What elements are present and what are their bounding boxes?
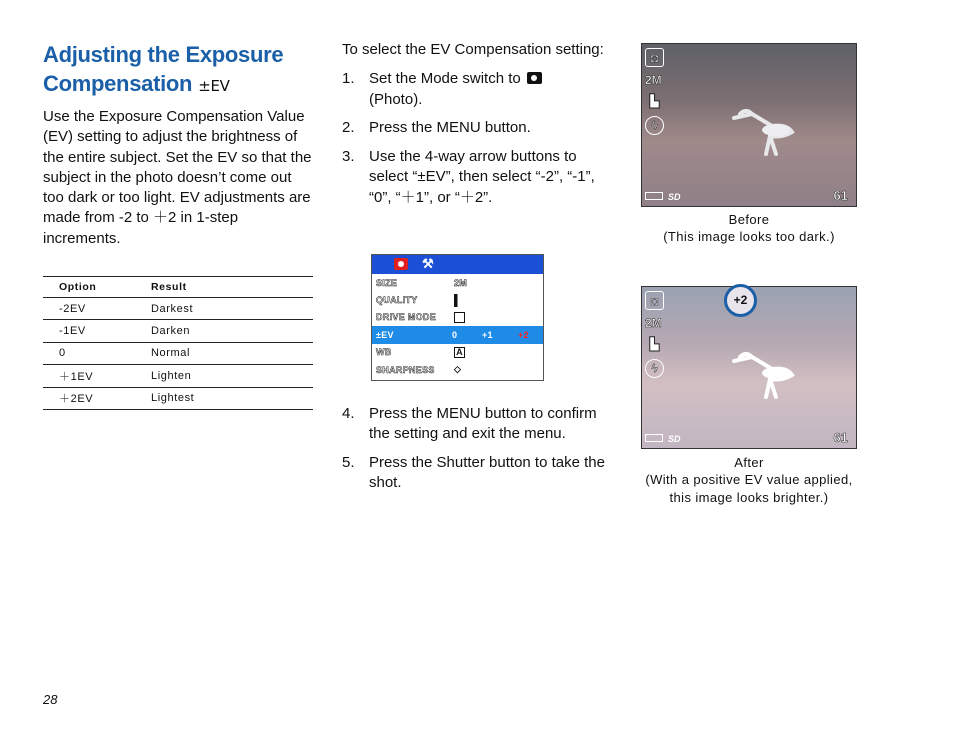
camera-mode-icon: ◘ <box>645 291 664 310</box>
step-1-post: (Photo). <box>369 90 423 108</box>
shots-remaining: 61 <box>833 188 848 203</box>
menu-row-sharpness <box>372 361 543 378</box>
before-caption <box>641 211 857 246</box>
cell-result: Normal <box>151 342 313 364</box>
ev-symbol: ±EV <box>198 77 230 95</box>
step-number: 3. <box>342 148 355 166</box>
step-1-pre: Set the Mode switch to <box>369 70 521 88</box>
ev-option-0: 0 <box>452 329 458 340</box>
menu-label: SHARPNESS <box>376 364 435 375</box>
camera-mode-icon: ◘ <box>645 48 664 67</box>
wb-auto-icon: A <box>454 347 465 358</box>
cell-option: -1EV <box>43 320 151 342</box>
header-option: Option <box>43 277 151 298</box>
menu-value: 2M <box>454 277 468 288</box>
before-photo <box>641 43 857 207</box>
menu-tab-bar <box>372 255 543 274</box>
cell-result: Lightest <box>151 387 313 409</box>
egret-silhouette <box>732 104 802 164</box>
table-row <box>43 387 313 409</box>
sd-card-icon: SD <box>668 434 681 444</box>
step-4 <box>342 404 614 445</box>
camera-icon <box>527 72 542 84</box>
table-row <box>43 342 313 364</box>
step-3 <box>342 147 614 208</box>
step-text: Press the MENU button to confirm the setting and exit the menu. <box>369 405 597 443</box>
flash-icon: ϟ <box>645 359 664 378</box>
step-number: 5. <box>342 454 355 472</box>
step-text <box>369 69 542 110</box>
battery-icon <box>645 192 663 200</box>
quality-icon: ▙ <box>649 94 660 108</box>
menu-label: ±EV <box>376 329 394 340</box>
caption-text: (With a positive EV value applied, this image looks brighter.) <box>645 472 853 505</box>
cell-option: ＋1EV <box>43 365 151 387</box>
table-header <box>43 277 313 298</box>
header-result: Result <box>151 277 313 298</box>
camera-tab-icon <box>394 258 408 270</box>
resolution-indicator: 2M <box>645 316 662 330</box>
flash-icon: ϟ <box>645 116 664 135</box>
cell-option: 0 <box>43 342 151 364</box>
sd-card-icon: SD <box>668 192 681 202</box>
page-title <box>43 40 315 101</box>
quality-stair-icon <box>454 294 467 307</box>
left-column <box>43 40 315 249</box>
step-number: 2. <box>342 119 355 137</box>
step-number: 1. <box>342 70 355 88</box>
battery-icon <box>645 434 663 442</box>
quality-icon: ▙ <box>649 337 660 351</box>
menu-row-size <box>372 274 543 291</box>
sharpness-icon: ◇ <box>454 364 462 375</box>
menu-label: SIZE <box>376 277 398 288</box>
title-line2: Compensation <box>43 71 193 96</box>
page-number: 28 <box>43 692 58 707</box>
caption-title: Before <box>728 212 770 227</box>
step-text: Press the Shutter button to take the shot. <box>369 454 605 492</box>
step-text: Use the 4-way arrow buttons to select “±EV”, then select “-2”, “-1”, “0”, “＋1”, or “＋2”. <box>369 148 595 206</box>
cell-result: Lighten <box>151 365 313 387</box>
procedure-column <box>342 40 614 217</box>
procedure-lead: To select the EV Compensation setting: <box>342 41 604 58</box>
steps-list <box>342 69 614 208</box>
options-table <box>43 276 313 410</box>
step-5 <box>342 453 614 494</box>
step-1 <box>342 69 614 110</box>
camera-menu-screen <box>371 254 544 381</box>
table-row <box>43 320 313 342</box>
cell-result: Darkest <box>151 298 313 320</box>
menu-row-quality <box>372 291 543 308</box>
step-2 <box>342 118 614 138</box>
single-frame-icon <box>454 312 465 323</box>
menu-row-drive-mode <box>372 309 543 326</box>
caption-text: (This image looks too dark.) <box>663 229 835 245</box>
menu-row-wb <box>372 344 543 361</box>
menu-label: DRIVE MODE <box>376 312 437 323</box>
table-row <box>43 365 313 387</box>
after-caption <box>641 454 857 506</box>
title-line1: Adjusting the Exposure <box>43 42 284 67</box>
cell-option: -2EV <box>43 298 151 320</box>
menu-label: QUALITY <box>376 295 418 306</box>
step-text: Press the MENU button. <box>369 119 531 137</box>
intro-paragraph: Use the Exposure Compensation Value (EV) setting to adjust the brightness of the entire subject. Set the EV so that the subject in the photo doesn’t come out too dark or too light. EV adjustments are made from -2 to ＋2 in 1-step increments. <box>43 108 312 247</box>
egret-silhouette <box>732 347 802 407</box>
tools-tab-icon: ⚒ <box>422 256 434 271</box>
caption-title: After <box>734 455 764 470</box>
menu-label: WB <box>376 347 392 358</box>
menu-row-ev <box>372 326 543 343</box>
step-number: 4. <box>342 405 355 422</box>
cell-option: ＋2EV <box>43 387 151 409</box>
ev-option-plus2: +2 <box>518 329 529 340</box>
steps-list-continued <box>342 404 614 502</box>
resolution-indicator: 2M <box>645 73 662 87</box>
ev-plus2-badge: +2 <box>724 284 757 317</box>
shots-remaining: 61 <box>833 430 848 445</box>
ev-option-plus1: +1 <box>482 329 493 340</box>
table-row <box>43 298 313 320</box>
cell-result: Darken <box>151 320 313 342</box>
